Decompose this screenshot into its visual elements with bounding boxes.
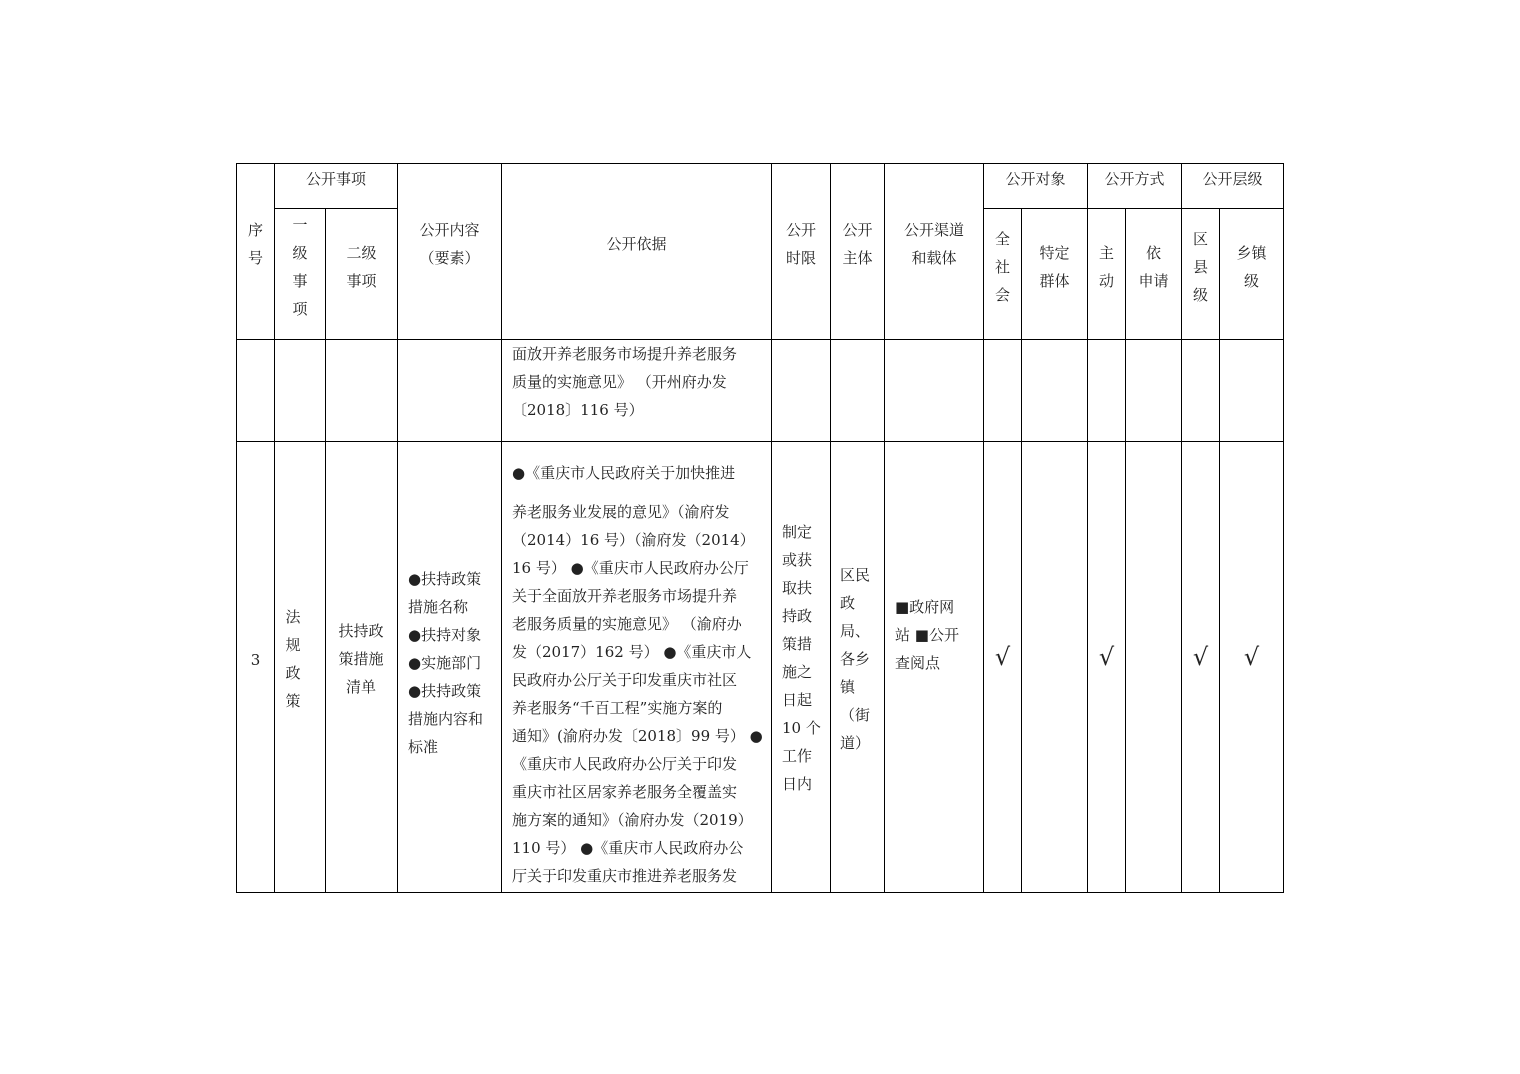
header-mode-request: 依 申请 xyxy=(1138,244,1169,290)
row2-mode-active-check: √ xyxy=(1098,643,1115,671)
header-time-limit: 公开 时限 xyxy=(785,221,816,267)
header-level-group: 公开层级 xyxy=(1202,170,1263,188)
row2-basis-first: ●《重庆市人民政府关于加快推进 xyxy=(512,464,736,482)
header-channel: 公开渠道 和载体 xyxy=(903,221,964,267)
row2-content: ●扶持政策 措施名称 ●扶持对象 ●实施部门 ●扶持政策 措施内容和 标准 xyxy=(408,570,484,756)
header-subject: 公开 主体 xyxy=(842,221,873,267)
header-mode-active: 主 动 xyxy=(1098,244,1114,290)
header-audience-all: 全 社 会 xyxy=(994,230,1010,304)
header-mode-group: 公开方式 xyxy=(1104,170,1165,188)
header-seq: 序 号 xyxy=(247,221,263,267)
row1-basis: 面放开养老服务市场提升养老服务 质量的实施意见》 （开州府办发 〔2018〕116 号） xyxy=(512,345,738,419)
row2-subject: 区民 政 局、 各乡 镇 （街 道） xyxy=(840,566,871,752)
row2-level2: 扶持政 策措施 清单 xyxy=(338,622,384,696)
header-level-town: 乡镇 级 xyxy=(1236,244,1267,290)
header-level2: 二级 事项 xyxy=(346,244,377,290)
row2-level-county-check: √ xyxy=(1192,643,1209,671)
row2-level1: 法 规 政 策 xyxy=(285,608,301,710)
row2-level-town-check: √ xyxy=(1243,643,1260,671)
row2-seq: 3 xyxy=(250,651,261,669)
header-audience-group: 公开对象 xyxy=(1005,170,1066,188)
header-content: 公开内容 （要素） xyxy=(419,221,480,267)
header-item-group: 公开事项 xyxy=(305,170,366,188)
header-level1: 一 级 事 项 xyxy=(292,216,308,318)
row2-basis: 养老服务业发展的意见》（渝府发 （2014）16 号）（渝府发（2014） 16 号） ●《重庆市人民政府办公厅 关于全面放开养老服务市场提升养 老服务质量的实施意见》 （渝府办 发（2017）162 号） ●《重庆市人 民政府办公厅关于印发重庆市社区 养老服务“千百工程”实施方案的 通知》(渝府办发〔2018〕99 号） ● 《重庆市人民政府办公厅关于印发 重庆市社区居家养老服务全覆盖实 施方案的通知》（渝府办发（2019） 110 号） ●《重庆市人民政府办公 厅关于印发重庆市推进养老服务发 xyxy=(512,503,763,885)
header-audience-specific: 特定 群体 xyxy=(1039,244,1070,290)
row2-audience-all-check: √ xyxy=(994,643,1011,671)
header-basis: 公开依据 xyxy=(606,235,667,253)
row2-time-limit: 制定 或获 取扶 持政 策措 施之 日起 10 个 工作 日内 xyxy=(782,523,821,793)
header-level-county: 区 县 级 xyxy=(1192,230,1208,304)
row2-channel: ■政府网 站 ■公开 查阅点 xyxy=(895,598,959,672)
